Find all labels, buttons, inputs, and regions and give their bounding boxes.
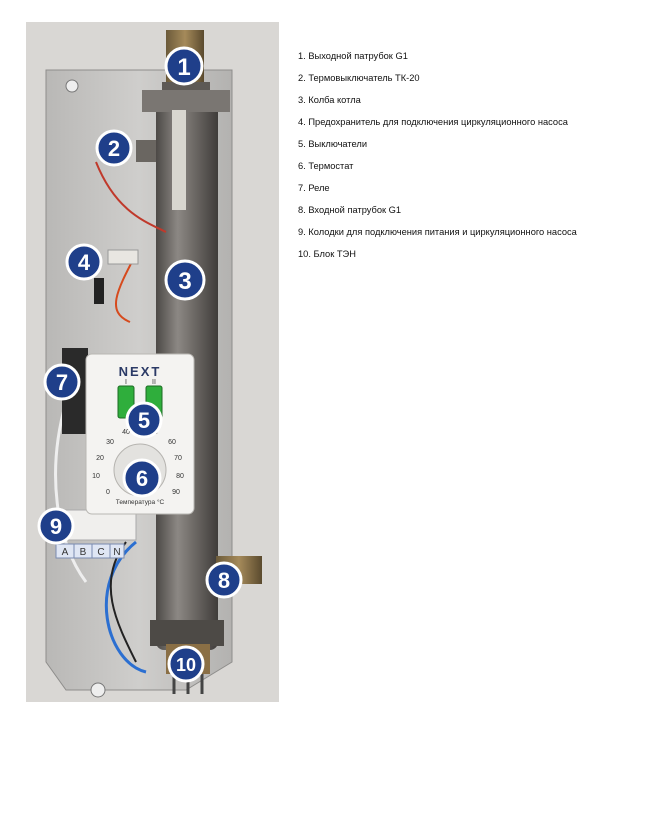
svg-text:7: 7 <box>55 370 69 395</box>
scale-80: 80 <box>176 473 184 480</box>
legend-item: 1. Выходной патрубок G1 <box>298 51 408 61</box>
scale-30: 30 <box>106 439 114 446</box>
legend-item: 8. Входной патрубок G1 <box>298 205 402 215</box>
svg-text:9: 9 <box>49 514 63 539</box>
svg-text:1: 1 <box>177 54 191 81</box>
switch-2-label: II <box>152 379 156 386</box>
heater-flange <box>150 620 224 646</box>
boiler-photo <box>26 22 279 702</box>
marker-8 <box>207 563 241 597</box>
scale-0: 0 <box>106 489 110 496</box>
temperature-label: Температура °С <box>115 499 165 506</box>
thermal-switch-sticker <box>172 110 186 210</box>
legend-item: 3. Колба котла <box>298 95 361 105</box>
scale-20: 20 <box>96 455 104 462</box>
marker-7 <box>45 365 79 399</box>
brand-logo: NEXT <box>118 364 162 379</box>
terminal-letter-N-text: N <box>113 547 121 558</box>
svg-text:8: 8 <box>217 568 231 593</box>
legend-item: 2. Термовыключатель ТК-20 <box>298 73 420 83</box>
marker-5 <box>127 403 161 437</box>
thermal-switch-body <box>136 140 156 162</box>
scale-70: 70 <box>174 455 182 462</box>
svg-text:4: 4 <box>77 250 91 275</box>
legend-item: 6. Термостат <box>298 161 354 171</box>
scale-60: 60 <box>168 439 176 446</box>
legend-item: 5. Выключатели <box>298 139 368 149</box>
svg-text:3: 3 <box>178 268 192 295</box>
fuse-cap <box>94 278 104 304</box>
terminal-letter-A-text: A <box>61 547 69 558</box>
svg-text:5: 5 <box>137 408 151 433</box>
marker-6 <box>124 460 160 496</box>
terminal-letter-C-text: C <box>97 547 105 558</box>
parts-legend <box>298 50 638 270</box>
scale-10: 10 <box>92 473 100 480</box>
terminal-letter-B-text: B <box>79 547 87 558</box>
svg-text:2: 2 <box>107 136 121 161</box>
marker-3 <box>166 261 204 299</box>
legend-item: 4. Предохранитель для подключения циркуляционного насоса <box>298 117 568 127</box>
marker-4 <box>67 245 101 279</box>
scale-40: 40 <box>122 429 130 436</box>
mount-hole-top-left <box>66 80 78 92</box>
legend-item: 7. Реле <box>298 183 330 193</box>
svg-text:10: 10 <box>175 655 197 675</box>
flask-top-bracket <box>142 90 230 112</box>
mount-hole-bottom <box>91 683 105 697</box>
scale-90: 90 <box>172 489 180 496</box>
legend-item: 9. Колодки для подключения питания и циркуляционного насоса <box>298 227 577 237</box>
boiler-illustration <box>26 22 279 702</box>
marker-9 <box>39 509 73 543</box>
switch-1-label: I <box>125 379 127 386</box>
marker-10 <box>169 647 203 681</box>
marker-1 <box>166 48 202 84</box>
legend-item: 10. Блок ТЭН <box>298 249 356 259</box>
fuse-holder <box>108 250 138 264</box>
svg-text:6: 6 <box>135 466 149 491</box>
marker-2 <box>97 131 131 165</box>
